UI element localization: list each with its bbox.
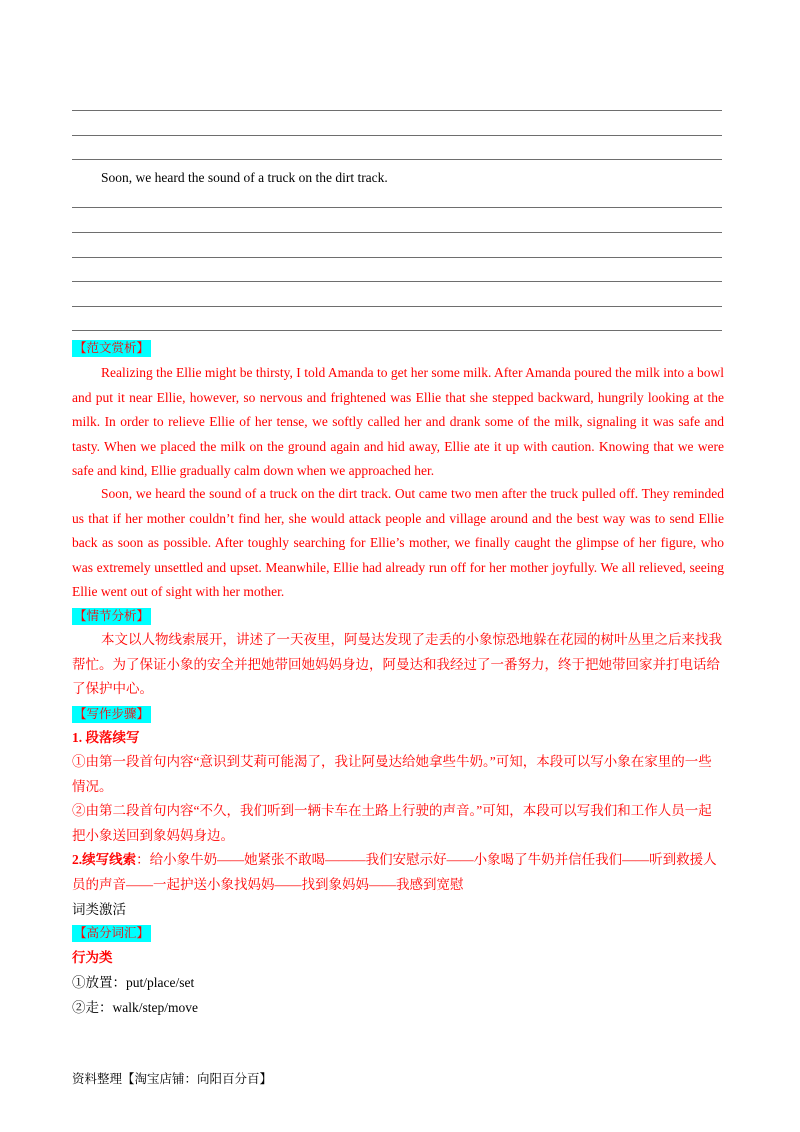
writing-line-3 <box>72 159 722 160</box>
plot-analysis-label: 【情节分析】 <box>74 609 150 623</box>
behavior-heading: 行为类 <box>72 950 113 965</box>
writing-line-1 <box>72 110 722 111</box>
page-footer: 资料整理【淘宝店铺：向阳百分百】 <box>72 1072 273 1086</box>
step1-title: 1. 段落续写 <box>72 730 140 745</box>
vocab-item-1: ①放置：put/place/set <box>72 975 195 990</box>
writing-steps-label: 【写作步骤】 <box>74 707 150 721</box>
writing-line-6 <box>72 257 722 258</box>
writing-line-7 <box>72 281 722 282</box>
writing-line-5 <box>72 232 722 233</box>
step1-item-1: ①由第一段首句内容“意识到艾莉可能渴了，我让阿曼达给她拿些牛奶。”可知，本段可以写小象在家里的一些情况。 <box>72 754 712 794</box>
writing-line-4 <box>72 207 722 208</box>
word-class-line: 词类激活 <box>72 902 126 917</box>
step1-item-2: ②由第二段首句内容“不久，我们听到一辆卡车在土路上行驶的声音。”可知，本段可以写我们和工作人员一起把小象送回到象妈妈身边。 <box>72 803 712 843</box>
step2-block <box>72 848 724 897</box>
writing-line-2 <box>72 135 722 136</box>
vocab-item-2: ②走：walk/step/move <box>72 1000 198 1015</box>
writing-line-8 <box>72 306 722 307</box>
writing-line-9 <box>72 330 722 331</box>
vocab-label: 【高分词汇】 <box>74 926 150 940</box>
model-paragraph-2: Soon, we heard the sound of a truck on the dirt track. Out came two men after the truck pulled off. They reminded us that if her mother couldn’t find her, she would attack people and village around and the best way was to send Ellie back as soon as possible. After toughly searching for Ellie’s mother, we finally caught the glimpse of her figure, who was extremely unsettled and upset. Meanwhile, Ellie had already run off for her mother joyfully. We all relieved, seeing Ellie went out of sight with her mother. <box>72 486 724 599</box>
paragraph-prompt: Soon, we heard the sound of a truck on the dirt track. <box>101 170 388 185</box>
step2-text: ：给小象牛奶——她紧张不敢喝———我们安慰示好——小象喝了牛奶并信任我们——听到救援人员的声音——一起护送小象找妈妈——找到象妈妈——我感到宽慰 <box>72 852 717 892</box>
model-paragraph-1: Realizing the Ellie might be thirsty, I told Amanda to get her some milk. After Amanda poured the milk into a bowl and put it near Ellie, however, so nervous and frightened was Ellie that she stepped backward, hungrily looking at the milk. In order to relieve Ellie of her tense, we softly called her and drank some of the milk, signaling it was safe and tasty. When we placed the milk on the ground again and hid away, Ellie ate it up with caution. Knowing that we were safe and kind, Ellie gradually calm down when we approached her. <box>72 365 724 478</box>
model-essay-label: 【范文赏析】 <box>74 341 150 355</box>
plot-analysis-text: 本文以人物线索展开，讲述了一天夜里，阿曼达发现了走丢的小象惊恐地躲在花园的树叶丛里之后来找我帮忙。为了保证小象的安全并把她带回她妈妈身边，阿曼达和我经过了一番努力，终于把她带回家并打电话给了保护中心。 <box>72 632 722 696</box>
step2-title: 2.续写线索 <box>72 852 137 867</box>
